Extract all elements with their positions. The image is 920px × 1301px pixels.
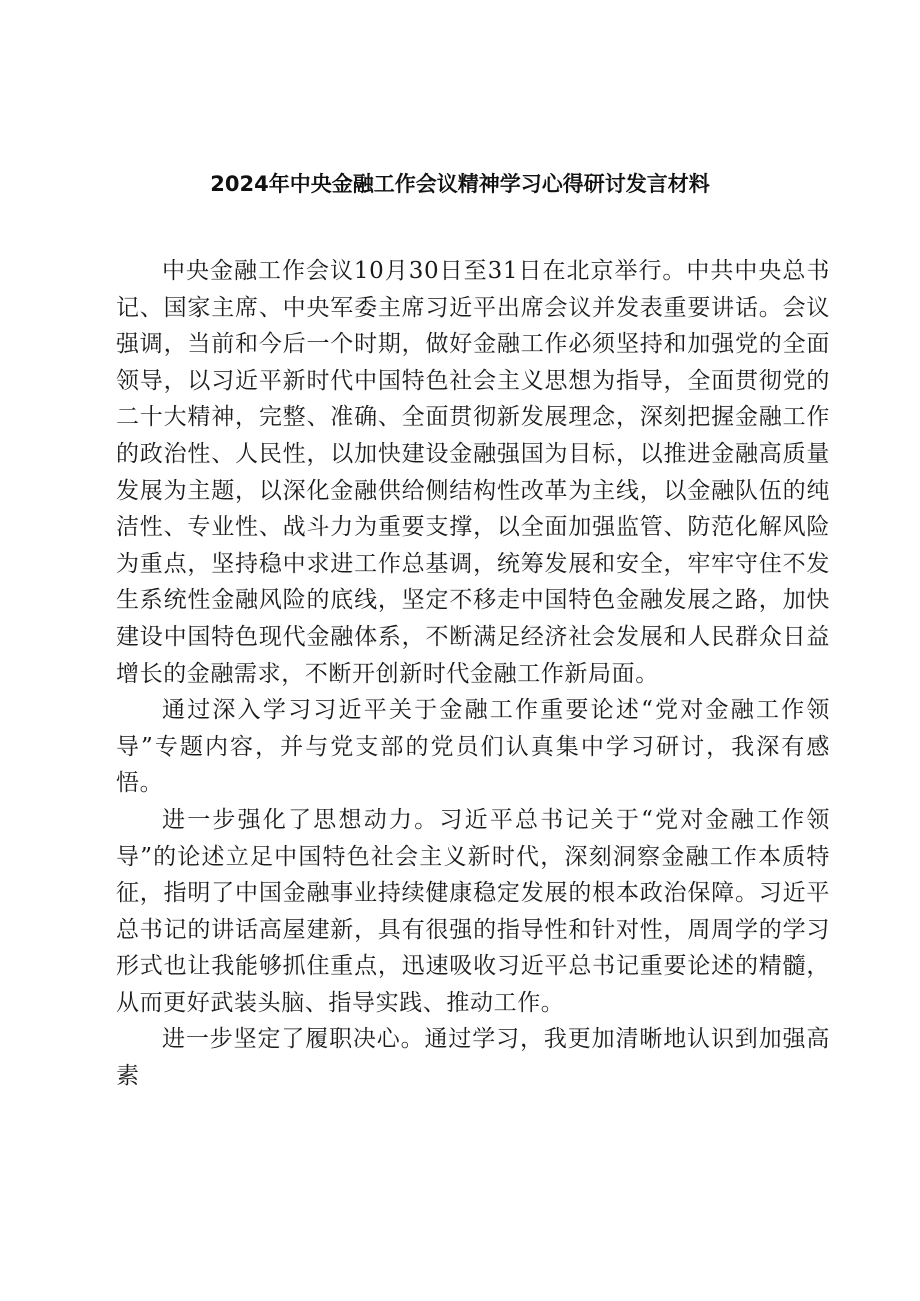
document-body xyxy=(116,253,830,1095)
paragraph-2: 通过深入学习习近平关于金融工作重要论述“党对金融工作领导”专题内容，并与党支部的党员们认真集中学习研讨，我深有感悟。 xyxy=(116,697,830,797)
paragraph-1: 中央金融工作会议10月30日至31日在北京举行。中共中央总书记、国家主席、中央军委主席习近平出席会议并发表重要讲话。会议强调，当前和今后一个时期，做好金融工作必须坚持和加强党的全面领导，以习近平新时代中国特色社会主义思想为指导，全面贯彻党的二十大精神，完整、准确、全面贯彻新发展理念，深刻把握金融工作的政治性、人民性，以加快建设金融强国为目标，以推进金融高质量发展为主题，以深化金融供给侧结构性改革为主线，以金融队伍的纯洁性、专业性、战斗力为重要支撑，以全面加强监管、防范化解风险为重点，坚持稳中求进工作总基调，统筹发展和安全，牢牢守住不发生系统性金融风险的底线，坚定不移走中国特色金融发展之路，加快建设中国特色现代金融体系，不断满足经济社会发展和人民群众日益增长的金融需求，不断开创新时代金融工作新局面。 xyxy=(116,258,830,687)
paragraph-4: 进一步坚定了履职决心。通过学习，我更加清晰地认识到加强高素 xyxy=(116,1026,830,1090)
paragraph-3: 进一步强化了思想动力。习近平总书记关于“党对金融工作领导”的论述立足中国特色社会主义新时代，深刻洞察金融工作本质特征，指明了中国金融事业持续健康稳定发展的根本政治保障。习近平总书记的讲话高屋建新，具有很强的指导性和针对性，周周学的学习形式也让我能够抓住重点，迅速吸收习近平总书记重要论述的精髓，从而更好武装头脑、指导实践、推动工作。 xyxy=(116,806,830,1016)
document-title: 2024年中央金融工作会议精神学习心得研讨发言材料 xyxy=(210,172,710,196)
